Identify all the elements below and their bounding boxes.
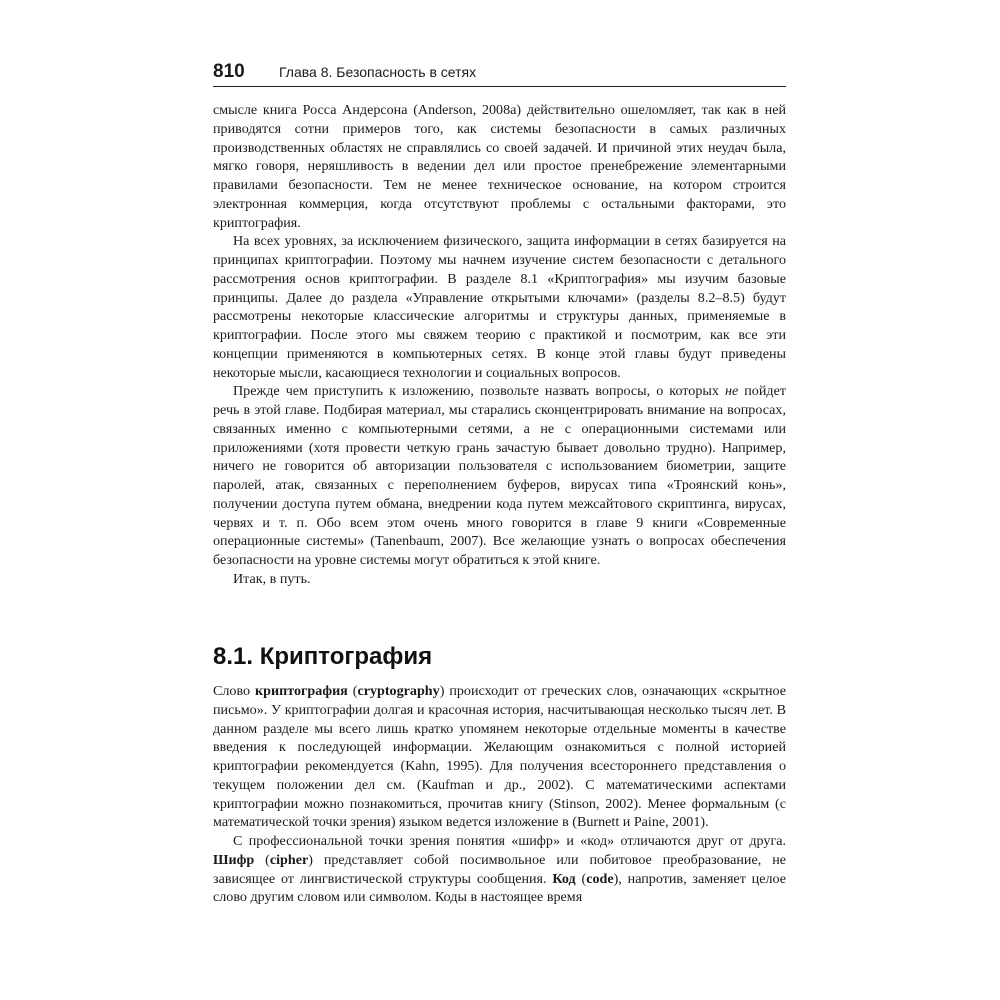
term: Код [552, 870, 576, 887]
intro-text [213, 101, 786, 589]
text-run: Слово [213, 683, 256, 699]
term: code [586, 870, 614, 887]
text-run: ( [347, 683, 358, 699]
paragraph [213, 832, 786, 907]
section-text [213, 682, 786, 907]
paragraph: На всех уровнях, за исключением физического, защита информации в сетях базируется на принципах криптографии. Поэтому мы начнем изучение систем безопасности с детального рассмотрения основ криптографии. В разделе 8.1 «Криптография» мы изучим базовые принципы. Далее до раздела «Управление открытыми ключами» (разделы 8.2–8.5) будут рассмотрены некоторые классические алгоритмы и структуры данных, применяемые в криптографии. После этого мы свяжем теорию с практикой и посмотрим, как все эти концепции применяются в компьютерных сетях. В конце этой главы будут приведены некоторые мысли, касающиеся технологии и социальных вопросов. [213, 233, 786, 381]
text-run: С профессиональной точки зрения понятия «шифр» и «код» отличаются друг от друга. [233, 833, 786, 849]
paragraph [213, 382, 786, 570]
emphasis: не [724, 383, 739, 400]
term: cipher [269, 851, 309, 868]
text-run: пойдет речь в этой главе. Подбирая материал, мы старались сконцентрировать внимание на вопросах, связанных именно с компьютерными сетями, а не с операционными системами или приложениями (хотя провести четкую грань зачастую бывает довольно трудно). Например, ничего не говорится об авторизации пользователя с использованием биометрии, защите паролей, атак, связанных с переполнением буферов, вирусах типа «Троянский конь», получении доступа путем обмана, внедрении кода путем межсайтового скриптинга, вирусах, червях и т. п. Обо всем этом очень много говорится в главе 9 книги «Современные операционные системы» (Tanenbaum, 2007). Все желающие узнать о вопросах обеспечения безопасности на уровне системы могут обратиться к этой книге. [213, 383, 786, 568]
text-run: ( [575, 870, 587, 887]
text-run: ( [254, 851, 270, 868]
text-run: ) происходит от греческих слов, означающих «скрытное письмо». У криптографии долгая и красочная история, насчитывающая несколько тысяч лет. В данном разделе мы всего лишь кратко упомянем некоторые отдельные моменты в качестве введения к последующей информации. Желающим ознакомиться с полной историей криптографии рекомендуется (Kahn, 1995). Для получения всестороннего представления о текущем положении дел см. (Kaufman и др., 2002). С математическими аспектами криптографии можно познакомиться, прочитав книгу (Stinson, 2002). Менее формальным (с математической точки зрения) языком ведется изложение в (Burnett и Paine, 2001). [213, 683, 787, 831]
text-run: Прежде чем приступить к изложению, позвольте назвать вопросы, о которых [233, 383, 725, 400]
paragraph [213, 682, 786, 832]
paragraph: смысле книга Росса Андерсона (Anderson, 2008a) действительно ошеломляет, так как в ней приводятся сотни примеров того, как системы безопасности в самых различных производственных областях не справлялись со своей задачей. И причиной этих неудач была, мягко говоря, неряшливость в ведении дел или простое пренебрежение элементарными правилами безопасности. Тем не менее техническое основание, на котором строится электронная коммерция, когда отсутствуют проблемы с остальными факторами, это криптография. [213, 102, 786, 231]
text-run: ), напротив, заменяет целое слово другим словом или символом. Коды в настоящее время [213, 870, 786, 906]
running-header [213, 60, 786, 87]
term: cryptography [357, 683, 440, 699]
term: Шифр [213, 851, 255, 868]
page-number: 810 [213, 61, 245, 82]
section-heading: 8.1. Криптография [213, 643, 433, 670]
chapter-title: Глава 8. Безопасность в сетях [279, 64, 477, 80]
term: криптография [255, 683, 348, 699]
text-run: ) представляет собой посимвольное или побитовое преобразование, не зависящее от лингвистической структуры сообщения. [213, 851, 786, 887]
paragraph: Итак, в путь. [233, 570, 311, 587]
